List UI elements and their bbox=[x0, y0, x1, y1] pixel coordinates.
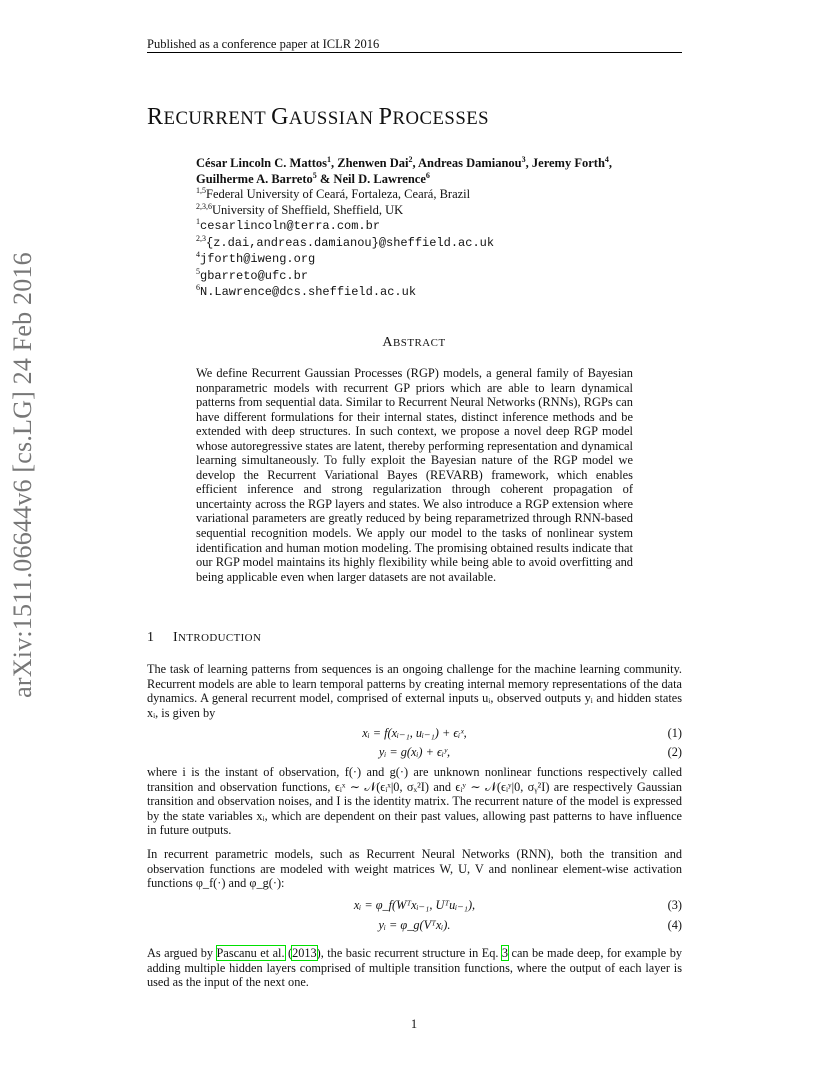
affiliation-1: $^{1,5}$Federal University of Ceará, Fortaleza, Ceará, Brazil bbox=[196, 185, 471, 201]
equation-2-body: yᵢ = g(xᵢ) + ϵᵢʸ, bbox=[378, 745, 451, 759]
abstract-heading: ABSTRACT bbox=[382, 335, 446, 350]
affiliation-2: $^{2,3,6}$University of Sheffield, Sheffield, UK bbox=[196, 201, 404, 217]
equation-1 bbox=[147, 726, 682, 742]
equation-2-number: (2) bbox=[667, 745, 682, 759]
author-block bbox=[196, 156, 656, 301]
author-names-line-1: César Lincoln C. Mattos$^1$, Zhenwen Dai$^2$, Andreas Damianou$^3$, Jeremy Forth$^4$, bbox=[196, 154, 613, 170]
author-names-line-2: Guilherme A. Barreto$^5$ & Neil D. Lawrence$^6$ bbox=[196, 170, 430, 186]
citation-link-pascanu[interactable]: Pascanu et al. bbox=[216, 946, 285, 960]
equation-3 bbox=[147, 898, 682, 914]
equation-2 bbox=[147, 745, 682, 761]
intro-paragraph-1: The task of learning patterns from sequences is an ongoing challenge for the machine learning community. Recurrent models are able to learn temporal patterns by creating internal memory representations of the data dynamics. A general recurrent model, comprised of external inputs uᵢ, observed outputs yᵢ and hidden states xᵢ, is given by bbox=[147, 662, 682, 720]
equation-ref-link[interactable]: 3 bbox=[501, 946, 509, 960]
equation-1-number: (1) bbox=[667, 726, 682, 740]
equation-4-number: (4) bbox=[667, 918, 682, 932]
intro-paragraph-4: As argued by Pascanu et al. (2013), the basic recurrent structure in Eq. 3 can be made deep, for example by adding multiple hidden layers comprised of multiple transition functions, where the output of each layer is used as the input of the next one. bbox=[147, 946, 682, 990]
section-heading-introduction: 1 INTRODUCTION bbox=[147, 630, 262, 645]
intro-paragraph-3: In recurrent parametric models, such as Recurrent Neural Networks (RNN), both the transition and observation functions are modeled with weight matrices W, U, V and nonlinear element-wise activation functions φ_f(·) and φ_g(·): bbox=[147, 847, 682, 891]
running-head: Published as a conference paper at ICLR 2016 bbox=[147, 37, 380, 51]
email-5[interactable]: $^6$N.Lawrence@dcs.sheffield.ac.uk bbox=[196, 282, 417, 299]
equation-3-body: xᵢ = φ_f(Wᵀxᵢ₋₁, Uᵀuᵢ₋₁), bbox=[353, 898, 476, 912]
page-number: 1 bbox=[410, 1017, 418, 1031]
email-2[interactable]: $^{2,3}${z.dai,andreas.damianou}@sheffield.ac.uk bbox=[196, 233, 495, 250]
equation-1-body: xᵢ = f(xᵢ₋₁, uᵢ₋₁) + ϵᵢˣ, bbox=[362, 726, 467, 740]
header-rule bbox=[147, 52, 682, 53]
email-3[interactable]: $^4$jforth@iweng.org bbox=[196, 249, 316, 266]
equation-4 bbox=[147, 918, 682, 934]
arxiv-watermark bbox=[3, 252, 43, 698]
equation-4-body: yᵢ = φ_g(Vᵀxᵢ). bbox=[378, 918, 451, 932]
arxiv-id[interactable]: arXiv:1511.06644v6 [cs.LG] 24 Feb 2016 bbox=[8, 252, 37, 698]
equation-3-number: (3) bbox=[667, 898, 682, 912]
email-4[interactable]: $^5$gbarreto@ufc.br bbox=[196, 266, 309, 283]
email-1[interactable]: $^1$cesarlincoln@terra.com.br bbox=[196, 216, 381, 233]
abstract-text: We define Recurrent Gaussian Processes (RGP) models, a general family of Bayesian nonparametric models with recurrent GP priors which are able to learn dynamical patterns from sequential data. Similar to Recurrent Neural Networks (RNNs), RGPs can have different formulations for their internal states, distinct inference methods and be extended with deep structures. In such context, we propose a novel deep RGP model whose autoregressive states are latent, thereby performing representation and dynamical learning simultaneously. To fully exploit the Bayesian nature of the RGP model we develop the Recurrent Variational Bayes (REVARB) framework, which enables efficient inference and strong regularization through coherent propagation of uncertainty across the RGP layers and states. We also introduce a RGP extension where variational parameters are greatly reduced by being reparametrized through RNN-based sequential recognition models. We apply our model to the tasks of nonlinear system identification and human motion modeling. The promising obtained results indicate that our RGP model maintains its highly flexibility while being able to avoid overfitting and being applicable even when larger datasets are not available. bbox=[196, 366, 633, 584]
paper-title: RECURRENT GAUSSIAN PROCESSES bbox=[147, 104, 490, 130]
intro-paragraph-2: where i is the instant of observation, f(·) and g(·) are unknown nonlinear functions respectively called transition and observation functions, ϵᵢˣ ∼ 𝒩(ϵᵢˣ|0, σₓ²I) and ϵᵢʸ ∼ 𝒩(ϵᵢʸ|0, σᵧ²I) are respectively Gaussian transition and observation noises, and I is the identity matrix. The recurrent nature of the model is expressed by the state variables xᵢ, which are dependent on their past values, allowing past patterns to have influence in future outputs. bbox=[147, 765, 682, 838]
citation-link-year[interactable]: 2013 bbox=[292, 946, 317, 960]
